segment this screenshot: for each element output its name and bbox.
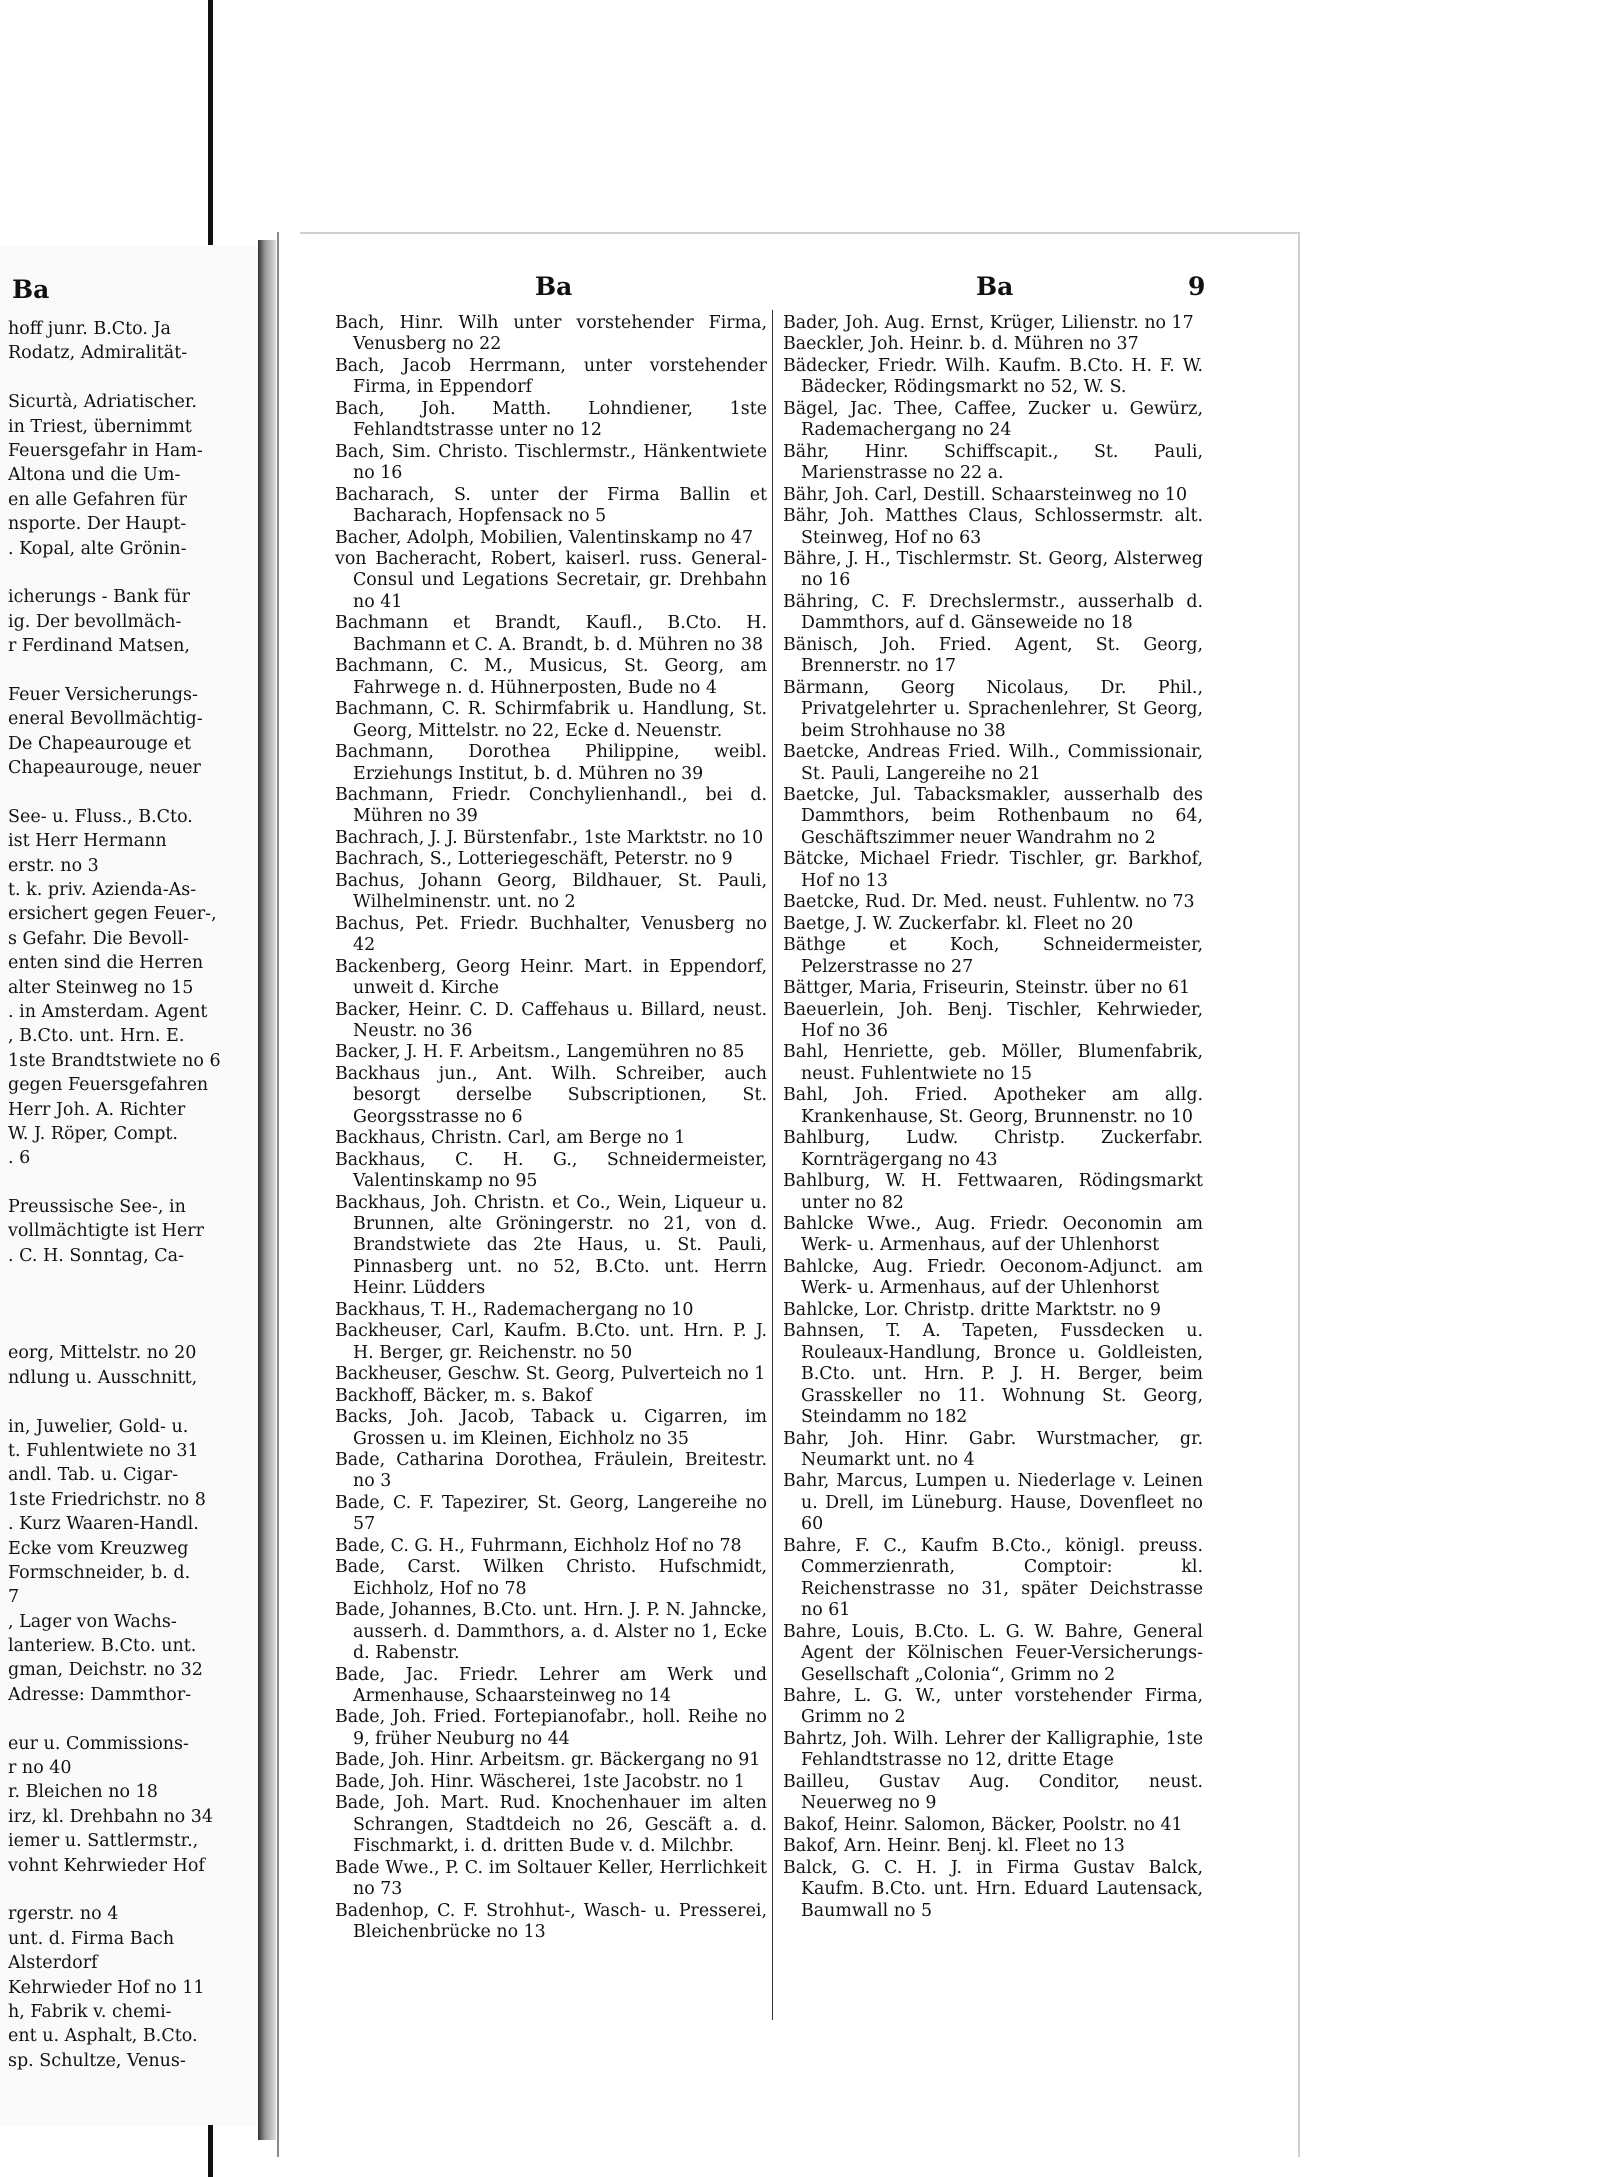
directory-entry: Backhaus jun., Ant. Wilh. Schreiber, auch besorgt derselbe Subscriptionen, St. Georgsstrasse no 6 bbox=[335, 1063, 767, 1127]
left-page-line: andl. Tab. u. Cigar- bbox=[8, 1465, 179, 1486]
page-frame-top bbox=[300, 232, 1300, 234]
left-page-line: sp. Schultze, Venus- bbox=[8, 2050, 186, 2071]
left-page-line: Herr Joh. A. Richter bbox=[8, 1099, 186, 1120]
directory-entry: Baetcke, Andreas Fried. Wilh., Commissionair, St. Pauli, Langereihe no 21 bbox=[783, 742, 1203, 784]
directory-entry: Bähr, Joh. Matthes Claus, Schlossermstr. alt. Steinweg, Hof no 63 bbox=[783, 506, 1203, 548]
left-page-line bbox=[8, 561, 262, 585]
directory-entry: Bänisch, Joh. Fried. Agent, St. Georg, Brennerstr. no 17 bbox=[783, 634, 1203, 677]
left-page-line: Rodatz, Admiralität- bbox=[8, 343, 188, 364]
directory-entry: Bach, Sim. Christo. Tischlermstr., Hänkentwiete no 16 bbox=[335, 441, 767, 484]
left-page-line: Altona und die Um- bbox=[8, 465, 181, 486]
directory-entry: Bähring, C. F. Drechslermstr., ausserhalb d. Dammthors, auf d. Gänseweide no 18 bbox=[783, 591, 1203, 634]
left-page-line: eur u. Commissions- bbox=[8, 1733, 189, 1754]
page-frame-right bbox=[1298, 232, 1300, 2157]
left-page-line: ist Herr Hermann bbox=[8, 831, 167, 852]
directory-entry: Backhaus, Christn. Carl, am Berge no 1 bbox=[335, 1128, 686, 1149]
left-page-line: Formschneider, b. d. bbox=[8, 1562, 191, 1583]
left-page-lines bbox=[8, 317, 262, 2073]
directory-entry: Bader, Joh. Aug. Ernst, Krüger, Lilienstr. no 17 bbox=[783, 313, 1194, 333]
directory-entry: Bärmann, Georg Nicolaus, Dr. Phil., Privatgelehrter u. Sprachenlehrer, St Georg, beim Strohhause no 38 bbox=[783, 677, 1203, 741]
left-page bbox=[0, 245, 262, 2125]
directory-entry: Backhaus, Joh. Christn. et Co., Wein, Liqueur u. Brunnen, alte Gröningerstr. no 21, von d. Brandstwiete das 2te Haus, u. St. Pauli, Pinnasberg unt. no 52, B.Cto. unt. Herrn Heinr. Lüdders bbox=[335, 1192, 767, 1299]
directory-entry: Bahl, Joh. Fried. Apotheker am allg. Krankenhause, St. Georg, Brunnenstr. no 10 bbox=[783, 1085, 1203, 1127]
directory-entry: Baetcke, Rud. Dr. Med. neust. Fuhlentw. no 73 bbox=[783, 892, 1195, 913]
left-page-line: ersichert gegen Feuer-, bbox=[8, 904, 217, 925]
left-page-line: irz, kl. Drehbahn no 34 bbox=[8, 1806, 214, 1827]
directory-entry: Bätcke, Michael Friedr. Tischler, gr. Barkhof, Hof no 13 bbox=[783, 849, 1203, 891]
directory-entry: Bailleu, Gustav Aug. Conditor, neust. Neuerweg no 9 bbox=[783, 1771, 1203, 1814]
directory-entry: Backer, Heinr. C. D. Caffehaus u. Billard, neust. Neustr. no 36 bbox=[335, 999, 767, 1041]
left-page-line: icherungs - Bank für bbox=[8, 587, 190, 608]
directory-entry: Bade, Jac. Friedr. Lehrer am Werk und Armenhause, Schaarsteinweg no 14 bbox=[335, 1664, 767, 1706]
left-page-line bbox=[8, 1293, 262, 1317]
left-page-line: t. Fuhlentwiete no 31 bbox=[8, 1440, 199, 1461]
directory-entry: Bähr, Joh. Carl, Destill. Schaarsteinweg no 10 bbox=[783, 484, 1188, 505]
directory-entry: Bähre, J. H., Tischlermstr. St. Georg, Alsterweg no 16 bbox=[783, 548, 1203, 591]
directory-entry: Bättger, Maria, Friseurin, Steinstr. über no 61 bbox=[783, 978, 1191, 999]
directory-entry: Bahre, F. C., Kaufm B.Cto., königl. preuss. Commerzienrath, Comptoir: kl. Reichenstrasse no 31, später Deichstrasse no 61 bbox=[783, 1535, 1203, 1621]
left-page-line: . Kurz Waaren-Handl. bbox=[8, 1514, 199, 1535]
left-page-line: erstr. no 3 bbox=[8, 855, 99, 876]
directory-entry: Backenberg, Georg Heinr. Mart. in Eppendorf, unweit d. Kirche bbox=[335, 956, 767, 999]
directory-entry: Bade, Catharina Dorothea, Fräulein, Breitestr. no 3 bbox=[335, 1450, 767, 1492]
directory-entry: Bade, Joh. Fried. Fortepianofabr., holl. Reihe no 9, früher Neuburg no 44 bbox=[335, 1707, 767, 1749]
left-page-line: r. Bleichen no 18 bbox=[8, 1782, 158, 1803]
directory-entry: Bahlcke, Aug. Friedr. Oeconom-Adjunct. am Werk- u. Armenhaus, auf der Uhlenhorst bbox=[783, 1256, 1203, 1299]
left-page-line: lanteriew. B.Cto. unt. bbox=[8, 1636, 197, 1657]
left-page-line: vollmächtigte ist Herr bbox=[8, 1221, 205, 1242]
left-page-line: . 6 bbox=[8, 1148, 31, 1169]
directory-entry: Balck, G. C. H. J. in Firma Gustav Balck, Kaufm. B.Cto. unt. Hrn. Eduard Lautensack, Baumwall no 5 bbox=[783, 1857, 1203, 1921]
directory-entry: Bachus, Johann Georg, Bildhauer, St. Pauli, Wilhelminenstr. unt. no 2 bbox=[335, 870, 767, 913]
left-page-line: hoff junr. B.Cto. Ja bbox=[8, 319, 171, 339]
left-page-line: , Lager von Wachs- bbox=[8, 1611, 177, 1632]
directory-entry: Bahnsen, T. A. Tapeten, Fussdecken u. Rouleaux-Handlung, Bronce u. Goldleisten, B.Cto. unt. Hrn. P. J. H. Berger, beim Grasskeller no 11. Wohnung St. Georg, Steindamm no 182 bbox=[783, 1321, 1203, 1428]
left-page-line: ig. Der bevollmäch- bbox=[8, 611, 182, 632]
directory-entry: Badenhop, C. F. Strohhut-, Wasch- u. Presserei, Bleichenbrücke no 13 bbox=[335, 1900, 767, 1942]
left-page-line bbox=[8, 1171, 262, 1195]
directory-entry: Bade, Johannes, B.Cto. unt. Hrn. J. P. N. Jahncke, ausserh. d. Dammthors, a. d. Alster no 1, Ecke d. Rabenstr. bbox=[335, 1600, 767, 1664]
left-page-line: eneral Bevollmächtig- bbox=[8, 709, 203, 730]
left-page-line: gegen Feuersgefahren bbox=[8, 1075, 209, 1096]
directory-entry: Bachmann, Dorothea Philippine, weibl. Erziehungs Institut, b. d. Mühren no 39 bbox=[335, 742, 767, 784]
left-page-line: eorg, Mittelstr. no 20 bbox=[8, 1343, 197, 1364]
column-divider bbox=[772, 310, 773, 2020]
directory-entry: Bach, Hinr. Wilh unter vorstehender Firma, Venusberg no 22 bbox=[335, 313, 767, 355]
left-page-line: unt. d. Firma Bach bbox=[8, 1928, 175, 1949]
directory-entry: Bakof, Arn. Heinr. Benj. kl. Fleet no 13 bbox=[783, 1836, 1125, 1857]
directory-column-2 bbox=[783, 313, 1203, 1922]
left-page-line: s Gefahr. Die Bevoll- bbox=[8, 928, 189, 949]
left-page-line: Ecke vom Kreuzweg bbox=[8, 1538, 189, 1559]
directory-entry: Bahrtz, Joh. Wilh. Lehrer der Kalligraphie, 1ste Fehlandtstrasse no 12, dritte Etage bbox=[783, 1728, 1203, 1771]
directory-entry: Bahlcke, Lor. Christp. dritte Marktstr. no 9 bbox=[783, 1299, 1161, 1320]
directory-entry: Bade, C. G. H., Fuhrmann, Eichholz Hof no 78 bbox=[335, 1535, 742, 1556]
directory-entry: Bahlburg, Ludw. Christp. Zuckerfabr. Kornträgergang no 43 bbox=[783, 1128, 1203, 1170]
column2-header: Ba bbox=[976, 272, 1014, 301]
directory-entry: Bähr, Hinr. Schiffscapit., St. Pauli, Marienstrasse no 22 a. bbox=[783, 441, 1203, 484]
directory-entry: Bade, Joh. Mart. Rud. Knochenhauer im alten Schrangen, Stadtdeich no 26, Gescäft a. d. Fischmarkt, i. d. dritten Bude v. d. Milchbr. bbox=[335, 1793, 767, 1857]
left-page-line: 1ste Brandtstwiete no 6 bbox=[8, 1050, 221, 1071]
directory-column-1 bbox=[335, 313, 767, 1943]
directory-entry: Backheuser, Carl, Kaufm. B.Cto. unt. Hrn. P. J. H. Berger, gr. Reichenstr. no 50 bbox=[335, 1321, 767, 1363]
left-page-line: Feuer Versicherungs- bbox=[8, 684, 198, 705]
directory-entry: Bachus, Pet. Friedr. Buchhalter, Venusberg no 42 bbox=[335, 913, 767, 956]
left-page-line: Kehrwieder Hof no 11 bbox=[8, 1977, 205, 1998]
directory-entry: Bädecker, Friedr. Wilh. Kaufm. B.Cto. H. F. W. Bädecker, Rödingsmarkt no 52, W. S. bbox=[783, 355, 1203, 398]
directory-entry: Bade, Carst. Wilken Christo. Hufschmidt, Eichholz, Hof no 78 bbox=[335, 1557, 767, 1599]
left-page-line: iemer u. Sattlermstr., bbox=[8, 1831, 199, 1852]
left-page-line: . Kopal, alte Grönin- bbox=[8, 538, 187, 559]
left-page-line: gman, Deichstr. no 32 bbox=[8, 1660, 203, 1681]
left-page-line: Chapeaurouge, neuer bbox=[8, 758, 201, 779]
left-page-line: ent u. Asphalt, B.Cto. bbox=[8, 2026, 198, 2047]
left-page-line: en alle Gefahren für bbox=[8, 489, 187, 510]
directory-entry: Bahr, Joh. Hinr. Gabr. Wurstmacher, gr. Neumarkt unt. no 4 bbox=[783, 1428, 1203, 1471]
left-page-line: Alsterdorf bbox=[8, 1953, 98, 1974]
left-page-line: in, Juwelier, Gold- u. bbox=[8, 1416, 189, 1437]
left-page-header: Ba bbox=[12, 275, 50, 304]
left-page-line: t. k. priv. Azienda-As- bbox=[8, 879, 197, 900]
left-page-line bbox=[8, 780, 262, 804]
directory-entry: Bägel, Jac. Thee, Caffee, Zucker u. Gewürz, Rademachergang no 24 bbox=[783, 398, 1203, 441]
left-page-line: nsporte. Der Haupt- bbox=[8, 514, 187, 535]
left-page-line: in Triest, übernimmt bbox=[8, 416, 192, 437]
directory-entry: Backheuser, Geschw. St. Georg, Pulverteich no 1 bbox=[335, 1364, 766, 1385]
directory-entry: Bach, Joh. Matth. Lohndiener, 1ste Fehlandtstrasse unter no 12 bbox=[335, 398, 767, 441]
directory-entry: Backhaus, C. H. G., Schneidermeister, Valentinskamp no 95 bbox=[335, 1149, 767, 1192]
directory-entry: Bade Wwe., P. C. im Soltauer Keller, Herrlichkeit no 73 bbox=[335, 1857, 767, 1900]
left-page-line: . C. H. Sonntag, Ca- bbox=[8, 1245, 184, 1266]
directory-entry: Backs, Joh. Jacob, Taback u. Cigarren, im Grossen u. im Kleinen, Eichholz no 35 bbox=[335, 1407, 767, 1449]
book-gutter bbox=[258, 240, 276, 2140]
left-page-line: 7 bbox=[8, 1587, 20, 1608]
directory-entry: Bachmann et Brandt, Kaufl., B.Cto. H. Bachmann et C. A. Brandt, b. d. Mühren no 38 bbox=[335, 613, 767, 655]
left-page-line: Preussische See-, in bbox=[8, 1197, 186, 1218]
directory-entry: Backer, J. H. F. Arbeitsm., Langemühren no 85 bbox=[335, 1042, 745, 1063]
left-page-line: De Chapeaurouge et bbox=[8, 733, 191, 754]
left-page-line: 1ste Friedrichstr. no 8 bbox=[8, 1489, 206, 1510]
page-number: 9 bbox=[1188, 272, 1206, 301]
directory-entry: Bachmann, C. R. Schirmfabrik u. Handlung, St. Georg, Mittelstr. no 22, Ecke d. Neuenstr. bbox=[335, 699, 767, 741]
left-page-line bbox=[8, 1390, 262, 1414]
directory-entry: Bade, C. F. Tapezirer, St. Georg, Langereihe no 57 bbox=[335, 1492, 767, 1535]
left-page-line: vohnt Kehrwieder Hof bbox=[8, 1855, 205, 1876]
directory-entry: von Bacheracht, Robert, kaiserl. russ. General-Consul und Legations Secretair, gr. Drehbahn no 41 bbox=[335, 548, 767, 612]
directory-entry: Bacher, Adolph, Mobilien, Valentinskamp no 47 bbox=[335, 527, 754, 548]
left-page-line bbox=[8, 1707, 262, 1731]
directory-entry: Bacharach, S. unter der Firma Ballin et Bacharach, Hopfensack no 5 bbox=[335, 484, 767, 527]
directory-entry: Bakof, Heinr. Salomon, Bäcker, Poolstr. no 41 bbox=[783, 1814, 1183, 1835]
left-page-line: Sicurtà, Adriatischer. bbox=[8, 392, 197, 413]
directory-entry: Bade, Joh. Hinr. Arbeitsm. gr. Bäckergang no 91 bbox=[335, 1750, 761, 1771]
directory-entry: Bäthge et Koch, Schneidermeister, Pelzerstrasse no 27 bbox=[783, 935, 1203, 977]
directory-entry: Bachrach, S., Lotteriegeschäft, Peterstr. no 9 bbox=[335, 849, 733, 870]
directory-entry: Backhaus, T. H., Rademachergang no 10 bbox=[335, 1299, 694, 1320]
directory-entry: Baeckler, Joh. Heinr. b. d. Mühren no 37 bbox=[783, 334, 1139, 355]
left-page-line: , B.Cto. unt. Hrn. E. bbox=[8, 1026, 185, 1047]
directory-entry: Backhoff, Bäcker, m. s. Bakof bbox=[335, 1385, 593, 1406]
directory-entry: Bahr, Marcus, Lumpen u. Niederlage v. Leinen u. Drell, im Lüneburg. Hause, Dovenfleet no 60 bbox=[783, 1471, 1203, 1535]
left-page-line: alter Steinweg no 15 bbox=[8, 977, 194, 998]
column1-header: Ba bbox=[535, 272, 573, 301]
left-page-line bbox=[8, 1268, 262, 1292]
left-page-line bbox=[8, 1317, 262, 1341]
directory-entry: Bach, Jacob Herrmann, unter vorstehender Firma, in Eppendorf bbox=[335, 355, 767, 398]
left-page-line bbox=[8, 658, 262, 682]
directory-entry: Bade, Joh. Hinr. Wäscherei, 1ste Jacobstr. no 1 bbox=[335, 1771, 745, 1792]
directory-entry: Bachmann, Friedr. Conchylienhandl., bei d. Mühren no 39 bbox=[335, 784, 767, 827]
directory-entry: Bachrach, J. J. Bürstenfabr., 1ste Marktstr. no 10 bbox=[335, 827, 764, 848]
left-page-line: r no 40 bbox=[8, 1758, 72, 1779]
left-page-line bbox=[8, 1878, 262, 1902]
left-page-line: ndlung u. Ausschnitt, bbox=[8, 1367, 198, 1388]
directory-entry: Bahre, L. G. W., unter vorstehender Firma, Grimm no 2 bbox=[783, 1686, 1203, 1728]
left-page-line: enten sind die Herren bbox=[8, 953, 204, 974]
left-page-line: Adresse: Dammthor- bbox=[8, 1684, 192, 1705]
directory-entry: Baeuerlein, Joh. Benj. Tischler, Kehrwieder, Hof no 36 bbox=[783, 999, 1203, 1041]
directory-entry: Bahlcke Wwe., Aug. Friedr. Oeconomin am Werk- u. Armenhaus, auf der Uhlenhorst bbox=[783, 1214, 1203, 1256]
left-page-line: h, Fabrik v. chemi- bbox=[8, 2001, 172, 2022]
directory-entry: Bahlburg, W. H. Fettwaaren, Rödingsmarkt unter no 82 bbox=[783, 1171, 1203, 1213]
left-page-line: rgerstr. no 4 bbox=[8, 1904, 119, 1925]
left-page-line bbox=[8, 366, 262, 390]
directory-entry: Baetcke, Jul. Tabacksmakler, ausserhalb des Dammthors, beim Rothenbaum no 64, Geschäftszimmer neuer Wandrahm no 2 bbox=[783, 784, 1203, 848]
directory-entry: Bahre, Louis, B.Cto. L. G. W. Bahre, General Agent der Kölnischen Feuer-Versicherungs-Gesellschaft „Colonia“, Grimm no 2 bbox=[783, 1621, 1203, 1685]
directory-entry: Baetge, J. W. Zuckerfabr. kl. Fleet no 20 bbox=[783, 913, 1134, 934]
directory-entry: Bahl, Henriette, geb. Möller, Blumenfabrik, neust. Fuhlentwiete no 15 bbox=[783, 1042, 1203, 1084]
left-page-line: W. J. Röper, Compt. bbox=[8, 1123, 178, 1144]
left-page-line: Feuersgefahr in Ham- bbox=[8, 440, 203, 461]
left-page-line: See- u. Fluss., B.Cto. bbox=[8, 806, 193, 827]
directory-entry: Bachmann, C. M., Musicus, St. Georg, am Fahrwege n. d. Hühnerposten, Bude no 4 bbox=[335, 656, 767, 698]
left-page-line: . in Amsterdam. Agent bbox=[8, 1001, 208, 1022]
left-page-line: r Ferdinand Matsen, bbox=[8, 636, 190, 657]
